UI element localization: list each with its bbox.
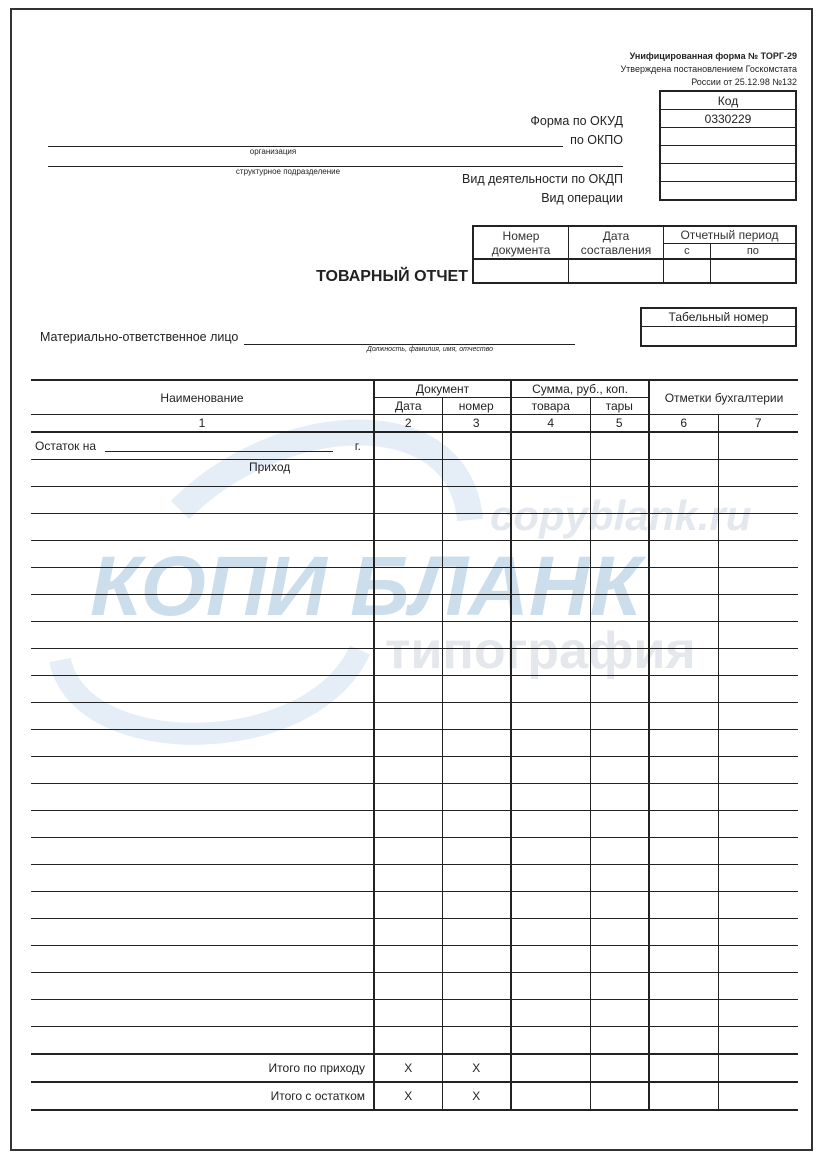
- table-row: [31, 622, 798, 649]
- table-cell[interactable]: [511, 838, 590, 865]
- table-row: [31, 892, 798, 919]
- table-cell[interactable]: [31, 919, 374, 946]
- form-number: Унифицированная форма № ТОРГ-29: [629, 51, 797, 61]
- table-cell[interactable]: [511, 460, 590, 487]
- table-row: [31, 919, 798, 946]
- table-cell[interactable]: [442, 541, 511, 568]
- col-accounting-header: Отметки бухгалтерии: [649, 380, 798, 415]
- table-cell[interactable]: [374, 865, 442, 892]
- table-cell[interactable]: [649, 703, 718, 730]
- table-cell[interactable]: [590, 973, 649, 1000]
- approval-line: Утверждена постановлением Госкомстата: [620, 64, 797, 74]
- balance-year: г.: [354, 439, 361, 453]
- table-cell[interactable]: [718, 514, 798, 541]
- table-cell[interactable]: [31, 730, 374, 757]
- period-header: Отчетный период: [664, 226, 797, 244]
- watermark-site: copyblank.ru: [490, 492, 752, 539]
- table-row: [31, 730, 798, 757]
- col-index: 2: [374, 415, 442, 433]
- table-cell[interactable]: [374, 973, 442, 1000]
- balance-cell: [31, 432, 374, 460]
- main-table: [31, 379, 798, 1111]
- table-cell[interactable]: [442, 568, 511, 595]
- table-cell[interactable]: [590, 784, 649, 811]
- income-label: Приход: [31, 460, 374, 487]
- period-to-value[interactable]: [710, 259, 796, 283]
- table-cell[interactable]: [718, 622, 798, 649]
- table-cell[interactable]: [718, 1054, 798, 1082]
- table-cell[interactable]: [442, 973, 511, 1000]
- table-cell[interactable]: [374, 1000, 442, 1027]
- total-income-row: [31, 1054, 798, 1082]
- table-cell[interactable]: [374, 811, 442, 838]
- period-from: с: [664, 244, 711, 260]
- table-cell[interactable]: [442, 730, 511, 757]
- table-cell[interactable]: [590, 568, 649, 595]
- balance-row: [31, 432, 798, 460]
- codes-table: [659, 90, 797, 201]
- table-cell[interactable]: [374, 568, 442, 595]
- table-cell[interactable]: [31, 838, 374, 865]
- col-index: 3: [442, 415, 511, 433]
- total-income-x: Х: [442, 1054, 511, 1082]
- table-cell[interactable]: [718, 1082, 798, 1110]
- table-cell[interactable]: [590, 676, 649, 703]
- period-from-value[interactable]: [664, 259, 711, 283]
- table-cell[interactable]: [590, 541, 649, 568]
- table-cell[interactable]: [649, 487, 718, 514]
- table-cell[interactable]: [649, 892, 718, 919]
- col-sum-header: Сумма, руб., коп.: [511, 380, 649, 398]
- table-cell[interactable]: [511, 865, 590, 892]
- period-to: по: [710, 244, 796, 260]
- table-cell[interactable]: [511, 757, 590, 784]
- table-cell[interactable]: [374, 838, 442, 865]
- table-cell[interactable]: [718, 676, 798, 703]
- tabel-number-value[interactable]: [642, 326, 795, 345]
- page-title: ТОВАРНЫЙ ОТЧЕТ: [316, 268, 468, 285]
- okud-label: Форма по ОКУД: [530, 114, 623, 128]
- table-cell[interactable]: [718, 919, 798, 946]
- col-index: 6: [649, 415, 718, 433]
- department-caption: структурное подразделение: [235, 167, 341, 176]
- table-cell[interactable]: [442, 460, 511, 487]
- table-cell[interactable]: [511, 946, 590, 973]
- table-cell[interactable]: [511, 487, 590, 514]
- table-cell[interactable]: [649, 919, 718, 946]
- table-cell[interactable]: [511, 595, 590, 622]
- col-index: 7: [718, 415, 798, 433]
- total-balance-x: Х: [374, 1082, 442, 1110]
- table-cell[interactable]: [374, 1027, 442, 1055]
- table-cell[interactable]: [442, 892, 511, 919]
- table-row: [31, 703, 798, 730]
- table-cell[interactable]: [718, 946, 798, 973]
- table-cell[interactable]: [590, 811, 649, 838]
- table-cell[interactable]: [590, 487, 649, 514]
- operation-value[interactable]: [660, 182, 796, 201]
- table-cell[interactable]: [511, 811, 590, 838]
- table-cell[interactable]: [442, 757, 511, 784]
- okpo-label: по ОКПО: [570, 133, 623, 147]
- okpo-value[interactable]: [660, 128, 796, 146]
- table-cell[interactable]: [442, 1000, 511, 1027]
- table-cell[interactable]: [590, 432, 649, 460]
- total-income-x: Х: [374, 1054, 442, 1082]
- table-cell[interactable]: [590, 1027, 649, 1055]
- table-cell[interactable]: [511, 973, 590, 1000]
- table-cell[interactable]: [649, 784, 718, 811]
- table-cell[interactable]: [31, 946, 374, 973]
- table-row: [31, 595, 798, 622]
- table-cell[interactable]: [31, 892, 374, 919]
- table-cell[interactable]: [31, 757, 374, 784]
- col-doc-date-header: Дата: [374, 398, 442, 415]
- table-cell[interactable]: [374, 541, 442, 568]
- table-cell[interactable]: [590, 514, 649, 541]
- table-cell[interactable]: [374, 676, 442, 703]
- empty-code[interactable]: [660, 146, 796, 164]
- doc-number-header: Номер документа: [473, 226, 569, 259]
- col-index: 4: [511, 415, 590, 433]
- table-cell[interactable]: [442, 919, 511, 946]
- table-cell[interactable]: [649, 973, 718, 1000]
- table-cell[interactable]: [718, 865, 798, 892]
- table-cell[interactable]: [511, 649, 590, 676]
- table-cell[interactable]: [649, 730, 718, 757]
- tabel-number-box: [640, 307, 797, 347]
- table-cell[interactable]: [649, 838, 718, 865]
- table-cell[interactable]: [374, 514, 442, 541]
- total-balance-label: Итого с остатком: [31, 1082, 374, 1110]
- balance-date-line[interactable]: [105, 451, 333, 452]
- table-cell[interactable]: [590, 838, 649, 865]
- table-row: [31, 973, 798, 1000]
- table-cell[interactable]: [31, 622, 374, 649]
- table-cell[interactable]: [374, 460, 442, 487]
- table-cell[interactable]: [649, 649, 718, 676]
- table-row: [31, 865, 798, 892]
- table-cell[interactable]: [718, 1000, 798, 1027]
- table-cell[interactable]: [511, 622, 590, 649]
- table-cell[interactable]: [31, 811, 374, 838]
- table-cell[interactable]: [442, 946, 511, 973]
- tabel-number-label: Табельный номер: [668, 310, 769, 324]
- table-cell[interactable]: [511, 1000, 590, 1027]
- table-cell[interactable]: [718, 892, 798, 919]
- total-income-label: Итого по приходу: [31, 1054, 374, 1082]
- table-cell[interactable]: [649, 676, 718, 703]
- table-cell[interactable]: [590, 622, 649, 649]
- table-cell[interactable]: [511, 1082, 590, 1110]
- table-cell[interactable]: [718, 1027, 798, 1055]
- table-cell[interactable]: [442, 649, 511, 676]
- table-cell[interactable]: [590, 595, 649, 622]
- table-cell[interactable]: [649, 514, 718, 541]
- codes-header: Код: [660, 91, 796, 110]
- table-cell[interactable]: [649, 946, 718, 973]
- table-row: [31, 487, 798, 514]
- table-cell[interactable]: [590, 1054, 649, 1082]
- table-cell[interactable]: [649, 1000, 718, 1027]
- table-cell[interactable]: [511, 676, 590, 703]
- table-cell[interactable]: [442, 487, 511, 514]
- table-cell[interactable]: [511, 1054, 590, 1082]
- table-cell[interactable]: [31, 703, 374, 730]
- table-cell[interactable]: [442, 811, 511, 838]
- table-cell[interactable]: [374, 703, 442, 730]
- table-cell[interactable]: [718, 568, 798, 595]
- table-cell[interactable]: [511, 514, 590, 541]
- table-cell[interactable]: [374, 487, 442, 514]
- table-cell[interactable]: [511, 919, 590, 946]
- table-cell[interactable]: [31, 541, 374, 568]
- responsible-caption: Должность, фамилия, имя, отчество: [366, 346, 494, 353]
- table-cell[interactable]: [649, 595, 718, 622]
- table-cell[interactable]: [442, 838, 511, 865]
- col-name-header: Наименование: [31, 380, 374, 415]
- table-cell[interactable]: [31, 784, 374, 811]
- table-cell[interactable]: [31, 514, 374, 541]
- table-cell[interactable]: [31, 568, 374, 595]
- table-cell[interactable]: [31, 973, 374, 1000]
- table-cell[interactable]: [718, 730, 798, 757]
- approval-date: России от 25.12.98 №132: [691, 77, 797, 87]
- table-cell[interactable]: [442, 1027, 511, 1055]
- table-cell[interactable]: [511, 703, 590, 730]
- table-row: [31, 568, 798, 595]
- table-cell[interactable]: [511, 892, 590, 919]
- table-cell[interactable]: [31, 487, 374, 514]
- table-cell[interactable]: [649, 622, 718, 649]
- doc-date-header: Дата составления: [569, 226, 664, 259]
- income-row: [31, 460, 798, 487]
- table-row: [31, 514, 798, 541]
- col-doc-number-header: номер: [442, 398, 511, 415]
- table-cell[interactable]: [374, 919, 442, 946]
- table-cell[interactable]: [442, 595, 511, 622]
- table-cell[interactable]: [718, 649, 798, 676]
- table-cell[interactable]: [442, 676, 511, 703]
- table-cell[interactable]: [718, 838, 798, 865]
- balance-label: Остаток на: [35, 439, 97, 453]
- table-cell[interactable]: [374, 595, 442, 622]
- table-cell[interactable]: [590, 757, 649, 784]
- table-cell[interactable]: [718, 757, 798, 784]
- table-cell[interactable]: [590, 892, 649, 919]
- table-cell[interactable]: [649, 757, 718, 784]
- total-balance-row: [31, 1082, 798, 1110]
- table-row: [31, 784, 798, 811]
- table-cell[interactable]: [442, 432, 511, 460]
- col-goods-header: товара: [511, 398, 590, 415]
- table-cell[interactable]: [374, 649, 442, 676]
- table-cell[interactable]: [718, 595, 798, 622]
- table-cell[interactable]: [511, 784, 590, 811]
- table-cell[interactable]: [511, 1027, 590, 1055]
- table-cell[interactable]: [649, 1054, 718, 1082]
- table-cell[interactable]: [31, 1027, 374, 1055]
- col-index: 1: [31, 415, 374, 433]
- table-cell[interactable]: [442, 865, 511, 892]
- table-cell[interactable]: [718, 460, 798, 487]
- table-cell[interactable]: [649, 811, 718, 838]
- okud-value: 0330229: [660, 110, 796, 128]
- table-cell[interactable]: [442, 784, 511, 811]
- table-cell[interactable]: [718, 487, 798, 514]
- table-cell[interactable]: [649, 432, 718, 460]
- table-cell[interactable]: [442, 703, 511, 730]
- table-cell[interactable]: [374, 622, 442, 649]
- table-cell[interactable]: [649, 541, 718, 568]
- table-cell[interactable]: [718, 541, 798, 568]
- table-row: [31, 676, 798, 703]
- table-cell[interactable]: [374, 730, 442, 757]
- table-cell[interactable]: [590, 460, 649, 487]
- table-row: [31, 946, 798, 973]
- form-approval: [620, 50, 797, 89]
- table-row: [31, 757, 798, 784]
- col-tare-header: тары: [590, 398, 649, 415]
- table-cell[interactable]: [511, 541, 590, 568]
- table-row: [31, 838, 798, 865]
- responsible-line[interactable]: [244, 343, 575, 345]
- table-cell[interactable]: [590, 730, 649, 757]
- table-row: [31, 1000, 798, 1027]
- table-cell[interactable]: [590, 1000, 649, 1027]
- okdp-label: Вид деятельности по ОКДП: [462, 172, 623, 186]
- document-info-table: [472, 225, 797, 284]
- table-cell[interactable]: [649, 1082, 718, 1110]
- watermark-sub: типография: [385, 622, 696, 680]
- col-index: 5: [590, 415, 649, 433]
- table-cell[interactable]: [718, 811, 798, 838]
- table-cell[interactable]: [374, 432, 442, 460]
- table-cell[interactable]: [374, 784, 442, 811]
- table-cell[interactable]: [31, 649, 374, 676]
- table-row: [31, 811, 798, 838]
- table-cell[interactable]: [718, 432, 798, 460]
- table-cell[interactable]: [374, 892, 442, 919]
- table-cell[interactable]: [718, 784, 798, 811]
- col-document-header: Документ: [374, 380, 511, 398]
- table-cell[interactable]: [649, 1027, 718, 1055]
- table-cell[interactable]: [590, 946, 649, 973]
- table-cell[interactable]: [442, 514, 511, 541]
- table-cell[interactable]: [590, 649, 649, 676]
- table-cell[interactable]: [590, 865, 649, 892]
- table-cell[interactable]: [590, 919, 649, 946]
- table-cell[interactable]: [511, 568, 590, 595]
- responsible-label: Материально-ответственное лицо: [40, 330, 239, 344]
- table-cell[interactable]: [442, 622, 511, 649]
- doc-number-value[interactable]: [473, 259, 569, 283]
- table-cell[interactable]: [511, 730, 590, 757]
- doc-date-value[interactable]: [569, 259, 664, 283]
- total-balance-x: Х: [442, 1082, 511, 1110]
- table-cell[interactable]: [718, 703, 798, 730]
- table-row: [31, 1027, 798, 1055]
- table-row: [31, 541, 798, 568]
- table-cell[interactable]: [590, 703, 649, 730]
- table-cell[interactable]: [374, 757, 442, 784]
- table-cell[interactable]: [511, 432, 590, 460]
- table-cell[interactable]: [718, 973, 798, 1000]
- table-cell[interactable]: [31, 676, 374, 703]
- organization-caption: организация: [249, 147, 297, 156]
- empty-rows: [31, 487, 798, 1055]
- table-cell[interactable]: [31, 1000, 374, 1027]
- table-row: [31, 649, 798, 676]
- table-cell[interactable]: [590, 1082, 649, 1110]
- table-cell[interactable]: [31, 865, 374, 892]
- table-cell[interactable]: [31, 595, 374, 622]
- table-cell[interactable]: [374, 946, 442, 973]
- table-cell[interactable]: [649, 865, 718, 892]
- operation-label: Вид операции: [541, 191, 623, 205]
- table-cell[interactable]: [649, 568, 718, 595]
- okdp-value[interactable]: [660, 164, 796, 182]
- table-cell[interactable]: [649, 460, 718, 487]
- watermark-brand: КОПИ БЛАНК: [90, 539, 642, 633]
